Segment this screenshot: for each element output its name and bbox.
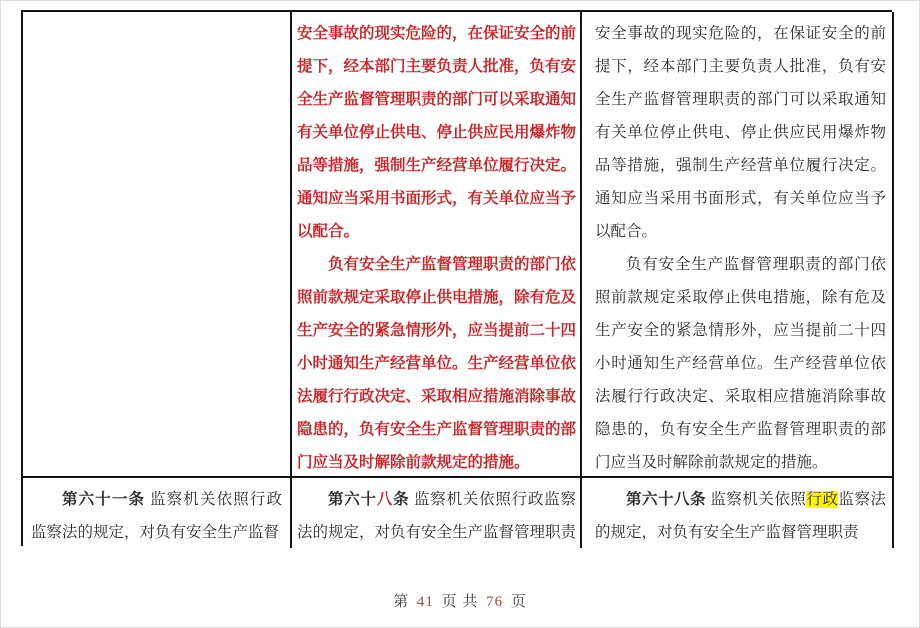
page-number-footer bbox=[0, 590, 920, 611]
paragraph: 负有安全生产监督管理职责的部门依照前款规定采取停止供电措施，除有危及生产安全的紧急情形外，应当提前二十四小时通知生产经营单位。生产经营单位依法履行行政决定、采取相应措施消除事故隐患的，负有安全生产监督管理职责的部门应当及时解除前款规定的措施。 bbox=[297, 256, 577, 471]
paragraph: 安全事故的现实危险的，在保证安全的前提下，经本部门主要负责人批准，负有安全生产监督管理职责的部门可以采取通知有关单位停止供电、停止供应民用爆炸物品等措施，强制生产经营单位履行决定。通知应当采用书面形式，有关单位应当予以配合。 bbox=[297, 25, 577, 240]
article-number: 第六十一条 bbox=[62, 491, 146, 508]
article-number: 第六十 bbox=[328, 491, 377, 508]
table-cell-old-law-top bbox=[23, 12, 292, 478]
total-page-number: 76 bbox=[486, 594, 504, 610]
paragraph: 负有安全生产监督管理职责的部门依照前款规定采取停止供电措施，除有危及生产安全的紧急情形外，应当提前二十四小时通知生产经营单位。生产经营单位依法履行行政决定、采取相应措施消除事故隐患的，负有安全生产监督管理职责的部门应当及时解除前款规定的措施。 bbox=[595, 256, 886, 471]
footer-label: 页 bbox=[510, 594, 527, 610]
table-cell-new-law-bottom bbox=[582, 478, 894, 548]
paragraph: 安全事故的现实危险的，在保证安全的前提下，经本部门主要负责人批准，负有安全生产监督管理职责的部门可以采取通知有关单位停止供电、停止供应民用爆炸物品等措施，强制生产经营单位履行决定。通知应当采用书面形式，有关单位应当予以配合。 bbox=[595, 25, 886, 240]
table-cell-revision-draft-top bbox=[292, 12, 582, 478]
article-68-line bbox=[595, 483, 886, 548]
table-cell-revision-draft-bottom bbox=[292, 478, 582, 548]
article-text: 监察机关依照行政监察法的规定，对负有安全生产监督 bbox=[31, 491, 282, 541]
article-number: 第六十八条 bbox=[626, 491, 707, 508]
table-cell-new-law-top bbox=[582, 12, 894, 478]
article-text: 监察机关依照行政监察法的规定，对负有安全生产监督管理职责 bbox=[297, 491, 577, 541]
footer-label: 页 共 bbox=[441, 594, 479, 610]
highlighted-text: 行政 bbox=[806, 491, 839, 508]
article-68-draft-line bbox=[297, 483, 576, 548]
footer-label: 第 bbox=[393, 594, 410, 610]
law-comparison-table bbox=[21, 10, 892, 546]
article-text: 监察法的规定，对负有安全生产监督管理职责 bbox=[595, 491, 886, 541]
current-page-number: 41 bbox=[416, 594, 434, 610]
article-number: 条 bbox=[393, 491, 410, 508]
article-61-line bbox=[31, 483, 282, 548]
article-text: 监察机关依照 bbox=[706, 491, 807, 508]
table-cell-old-law-bottom bbox=[23, 478, 292, 548]
article-number-revised: 八 bbox=[376, 491, 394, 508]
